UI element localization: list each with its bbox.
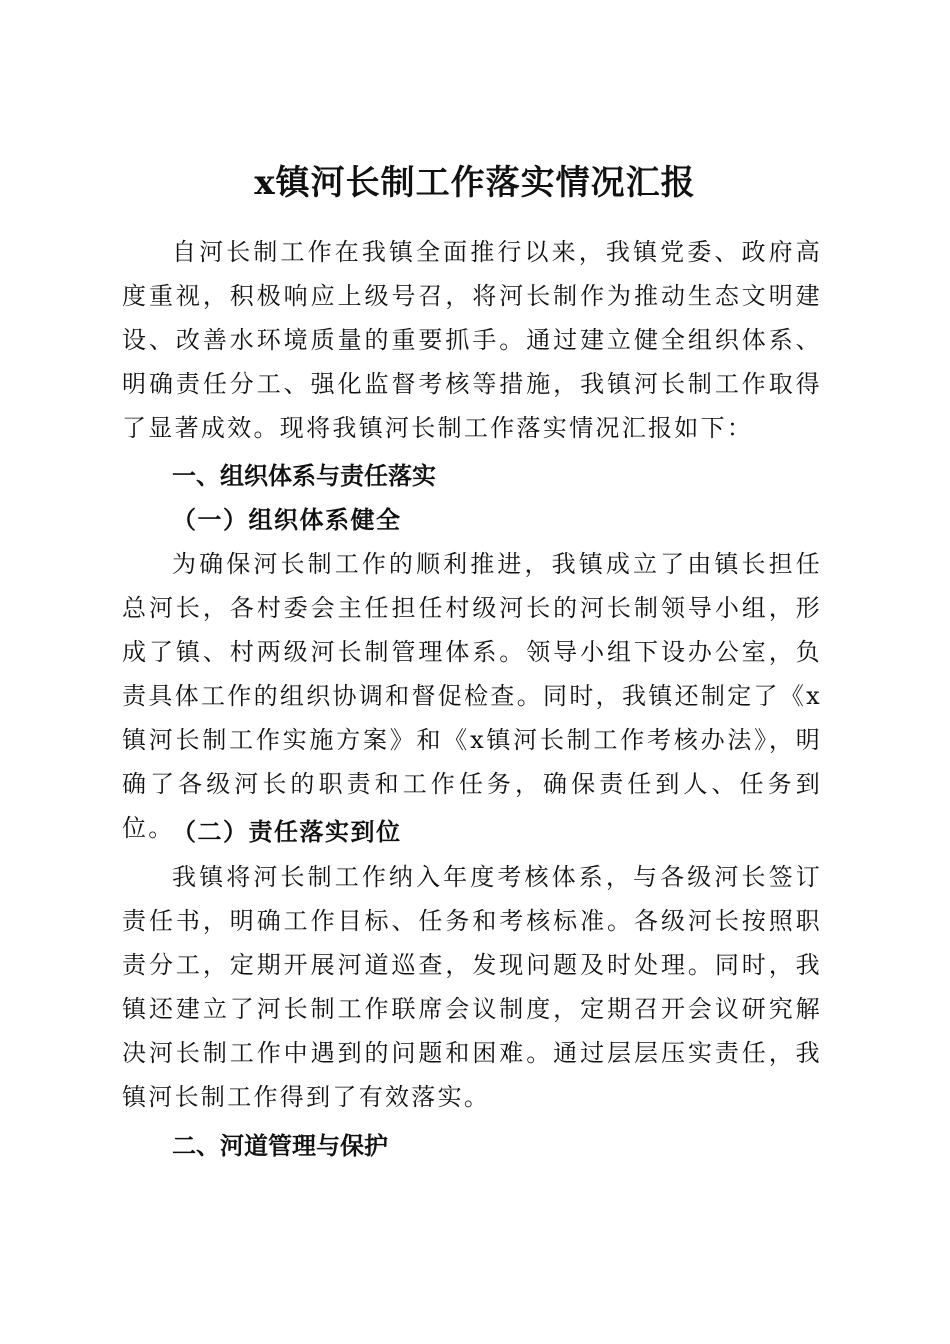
subsection-heading-1: （一）组织体系健全 xyxy=(172,505,402,534)
subsection-2-paragraph: 我镇将河长制工作纳入年度考核体系，与各级河长签订责任书，明确工作目标、任务和考核标准。各级河长按照职责分工，定期开展河道巡查，发现问题及时处理。同时，我镇还建立了河长制工作联席会议制度，定期召开会议研究解决河长制工作中遇到的问题和困难。通过层层压实责任，我镇河长制工作得到了有效落实。 xyxy=(122,863,822,1111)
intro-paragraph: 自河长制工作在我镇全面推行以来，我镇党委、政府高度重视，积极响应上级号召，将河长制作为推动生态文明建设、改善水环境质量的重要抓手。通过建立健全组织体系、明确责任分工、强化监督考核等措施，我镇河长制工作取得了显著成效。现将我镇河长制工作落实情况汇报如下： xyxy=(122,238,822,442)
section-heading-2: 二、河道管理与保护 xyxy=(172,1132,388,1160)
section-heading-1: 一、组织体系与责任落实 xyxy=(172,462,436,490)
subsection-1-paragraph: 为确保河长制工作的顺利推进，我镇成立了由镇长担任总河长，各村委会主任担任村级河长的河长制领导小组，形成了镇、村两级河长制管理体系。领导小组下设办公室，负责具体工作的组织协调和督促检查。同时，我镇还制定了《x镇河长制工作实施方案》和《x镇河长制工作考核办法》，明确了各级河长的职责和工作任务，确保责任到人、任务到位。 xyxy=(122,550,822,842)
subsection-heading-2: （二）责任落实到位 xyxy=(172,817,402,846)
document-title: x镇河长制工作落实情况汇报 xyxy=(254,162,696,203)
